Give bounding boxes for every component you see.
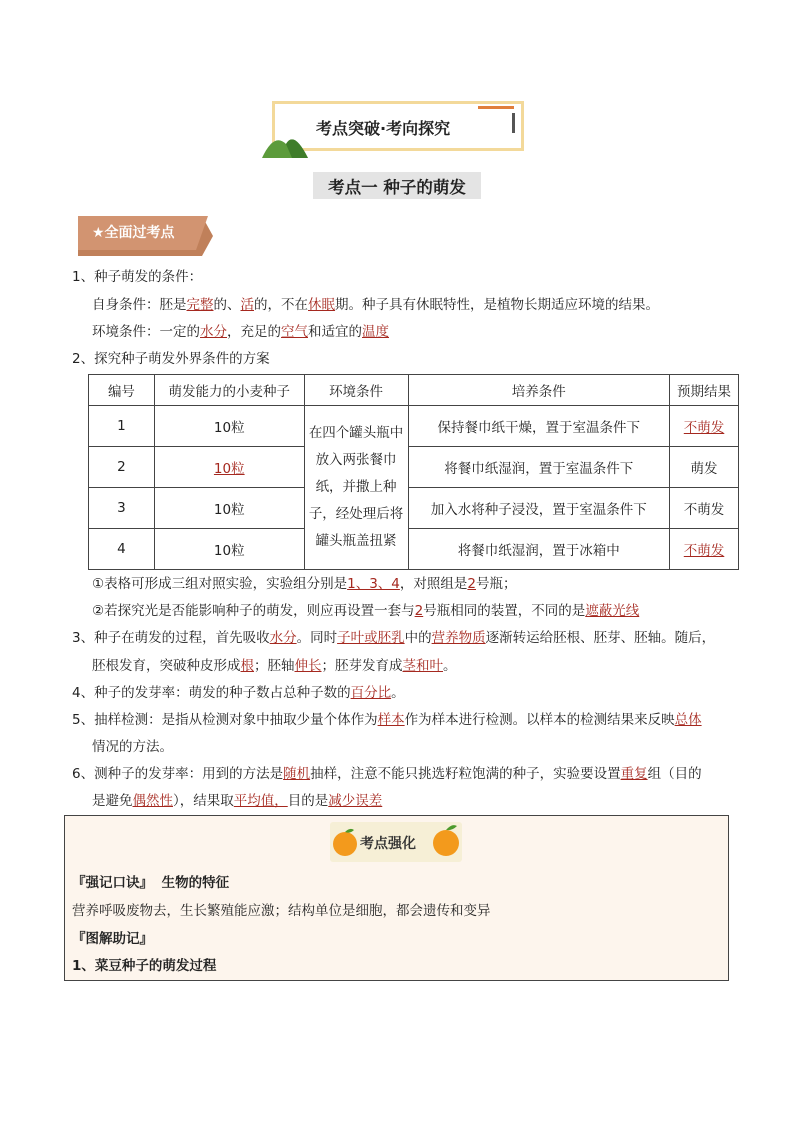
cell-result: 萌发 xyxy=(670,447,739,488)
table-row xyxy=(89,447,739,488)
cell-result: 不萌发 xyxy=(670,529,739,570)
table-header-row xyxy=(89,375,739,406)
badge-label: 考点强化 xyxy=(360,836,416,852)
banner-title: 考点突破·考向探究 xyxy=(316,119,451,138)
cell-seeds: 10粒 xyxy=(154,529,304,570)
experiment-table xyxy=(88,374,739,570)
table-header: 预期结果 xyxy=(670,375,739,406)
cell-culture: 保持餐巾纸干燥，置于室温条件下 xyxy=(408,406,670,447)
cell-result: 不萌发 xyxy=(670,488,739,529)
cell-culture: 将餐巾纸湿润，置于冰箱中 xyxy=(408,529,670,570)
cell-id: 2 xyxy=(89,447,155,488)
memo-text: 营养呼吸废物去，生长繁殖能应激；结构单位是细胞，都会遗传和变异 xyxy=(72,903,491,919)
p6-line-2: 是避免偶然性），结果取平均值，目的是减少误差 xyxy=(92,793,383,809)
p6-line-1: 6、测种子的发芽率：用到的方法是随机抽样，注意不能只挑选籽粒饱满的种子，实验要设置重复组（目的 xyxy=(72,766,702,782)
p1-env-condition: 环境条件：一定的水分，充足的空气和适宜的温度 xyxy=(92,324,389,340)
diagram-heading: 『图解助记』 xyxy=(72,931,153,947)
table-row xyxy=(89,529,739,570)
p3-line-1: 3、种子在萌发的过程，首先吸收水分。同时子叶或胚乳中的营养物质逐渐转运给胚根、胚芽、胚轴。随后， xyxy=(72,630,716,646)
section-title: 考点一 种子的萌发 xyxy=(313,172,481,199)
cell-seeds: 10粒 xyxy=(154,406,304,447)
table-header: 萌发能力的小麦种子 xyxy=(154,375,304,406)
banner-accent-tick xyxy=(512,113,515,133)
p1-title: 1、种子萌发的条件： xyxy=(72,269,203,285)
table-row xyxy=(89,488,739,529)
note-1: ①表格可形成三组对照实验，实验组分别是1、3、4，对照组是2号瓶； xyxy=(92,576,517,592)
p3-line-2: 胚根发育，突破种皮形成根；胚轴伸长；胚芽发育成茎和叶。 xyxy=(92,658,457,674)
table-header: 培养条件 xyxy=(408,375,670,406)
table-header: 编号 xyxy=(89,375,155,406)
cell-culture: 加入水将种子浸没，置于室温条件下 xyxy=(408,488,670,529)
banner-accent-bar xyxy=(478,106,514,109)
table-row xyxy=(89,406,739,447)
p1-self-condition: 自身条件：胚是完整的、活的，不在休眠期。种子具有休眠特性，是植物长期适应环境的结果。 xyxy=(92,297,659,313)
cell-id: 1 xyxy=(89,406,155,447)
diagram-item-1: 1、菜豆种子的萌发过程 xyxy=(72,958,217,974)
memo-heading: 『强记口诀』 生物的特征 xyxy=(72,875,230,891)
cell-env-condition: 在四个罐头瓶中放入两张餐巾纸，并撒上种子，经处理后将罐头瓶盖扭紧 xyxy=(304,406,408,570)
p5-line-2: 情况的方法。 xyxy=(92,739,173,755)
cell-id: 3 xyxy=(89,488,155,529)
cell-seeds: 10粒 xyxy=(154,447,304,488)
cell-culture: 将餐巾纸湿润，置于室温条件下 xyxy=(408,447,670,488)
note-2: ②若探究光是否能影响种子的萌发，则应再设置一套与2号瓶相同的装置，不同的是遮蔽光线 xyxy=(92,603,640,619)
hill-icon xyxy=(262,128,308,158)
cell-result: 不萌发 xyxy=(670,406,739,447)
cell-id: 4 xyxy=(89,529,155,570)
cell-seeds: 10粒 xyxy=(154,488,304,529)
orange-icon xyxy=(432,820,460,858)
tag-label: ★全面过考点 xyxy=(92,225,175,241)
orange-icon xyxy=(332,826,358,858)
p5-line-1: 5、抽样检测：是指从检测对象中抽取少量个体作为样本作为样本进行检测。以样本的检测结果来反映总体 xyxy=(72,712,702,728)
p4: 4、种子的发芽率：萌发的种子数占总种子数的百分比。 xyxy=(72,685,405,701)
p2-title: 2、探究种子萌发外界条件的方案 xyxy=(72,351,270,367)
table-header: 环境条件 xyxy=(304,375,408,406)
